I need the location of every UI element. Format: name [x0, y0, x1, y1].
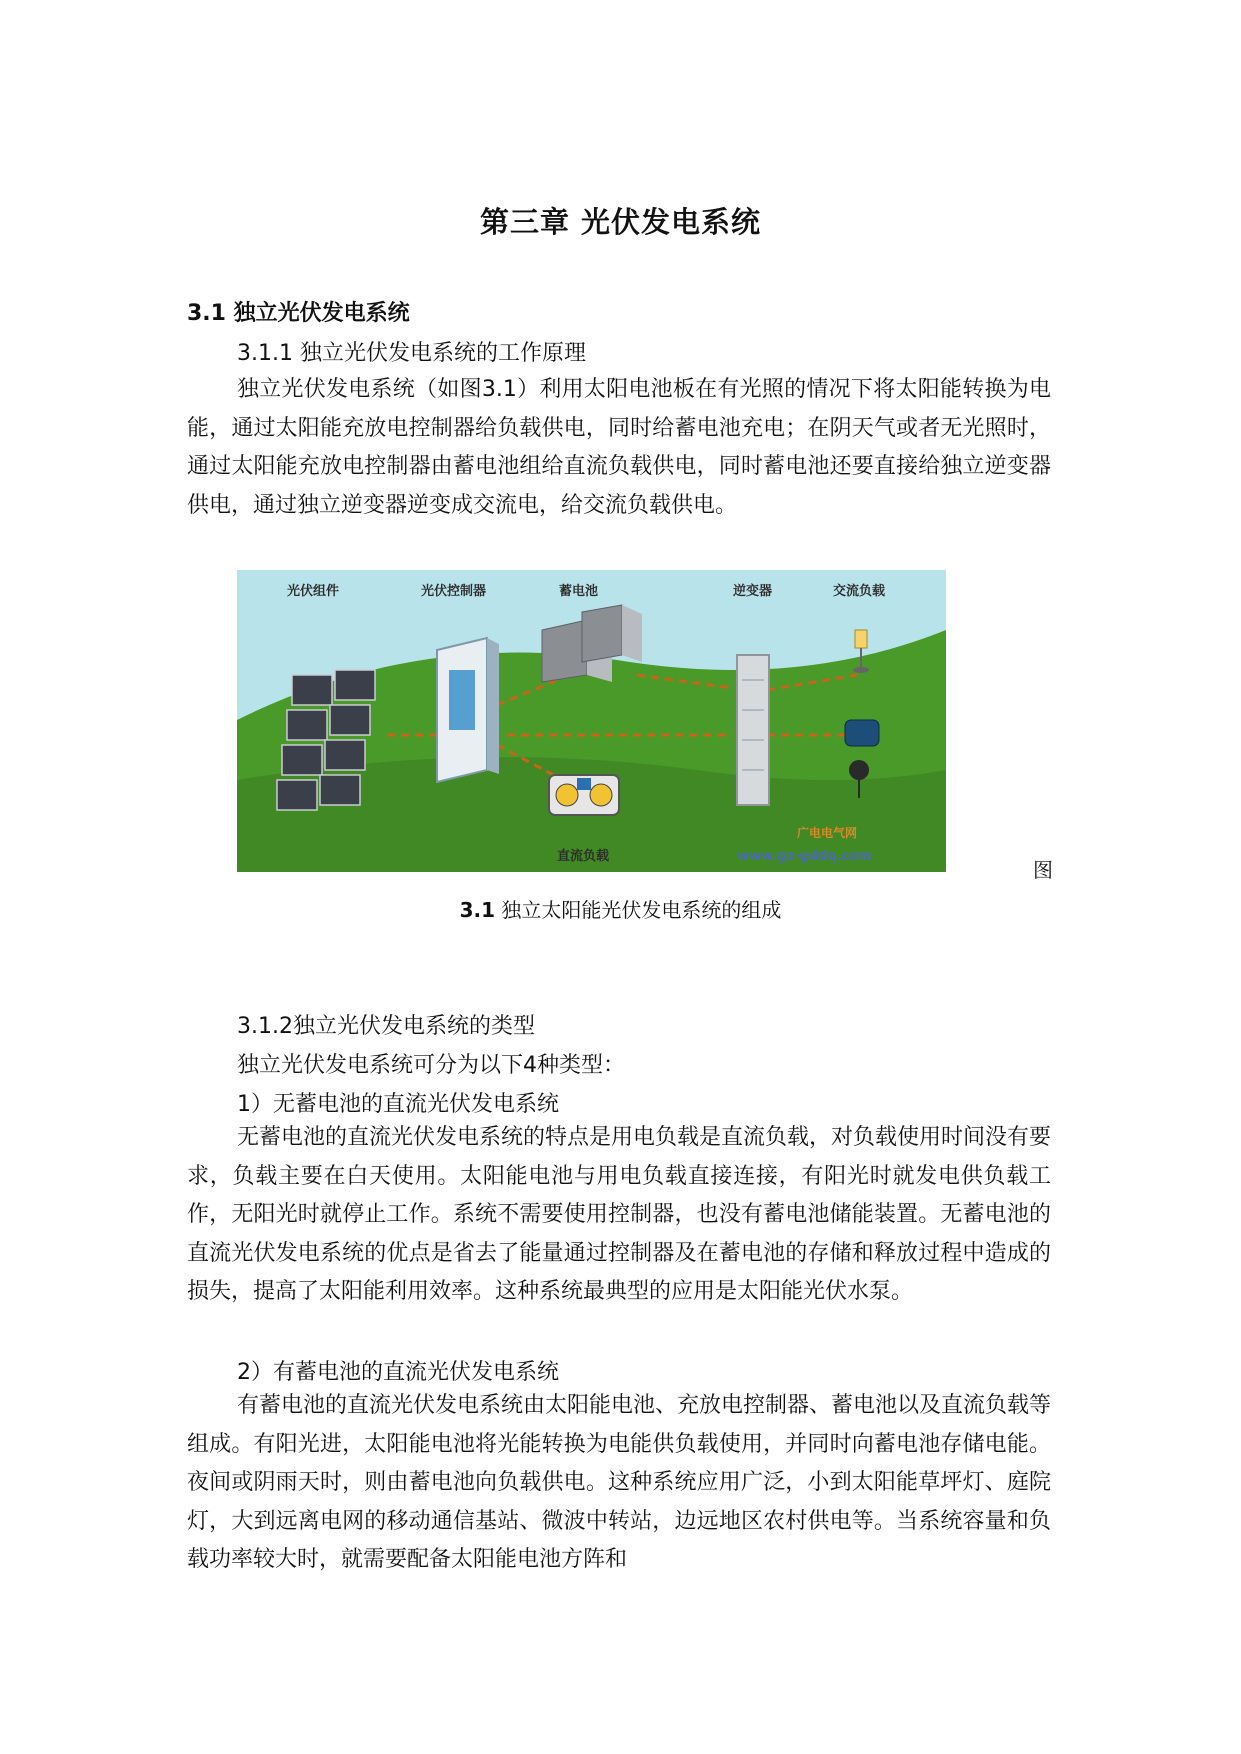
figure-system-diagram	[237, 570, 946, 872]
controller-cabinet	[437, 638, 499, 782]
section-heading: 3.1 独立光伏发电系统	[187, 301, 410, 326]
subsection-heading-2: 3.1.2独立光伏发电系统的类型	[237, 1014, 535, 1039]
figure-label-tail: 图	[1033, 858, 1053, 882]
label-pv-module: 光伏组件	[287, 584, 340, 599]
subsection-heading-1: 3.1.1 独立光伏发电系统的工作原理	[237, 341, 586, 366]
label-ac-load: 交流负载	[833, 584, 886, 599]
dc-load-radio	[549, 775, 619, 815]
label-battery: 蓄电池	[559, 584, 599, 599]
paragraph-type-2: 有蓄电池的直流光伏发电系统由太阳能电池、充放电控制器、蓄电池以及直流负载等组成。有阳光进，太阳能电池将光能转换为电能供负载使用，并同时向蓄电池存储电能。夜间或阴雨天时，则由蓄电池向负载供电。这种系统应用广泛，小到太阳能草坪灯、庭院灯，大到远离电网的移动通信基站、微波中转站，边远地区农村供电等。当系统容量和负载功率较大时，就需要配备太阳能电池方阵和	[187, 1393, 1052, 1572]
label-pv-controller: 光伏控制器	[421, 584, 487, 599]
types-intro: 独立光伏发电系统可分为以下4种类型：	[237, 1053, 625, 1078]
lamp-icon	[855, 630, 867, 648]
type-2-title: 2）有蓄电池的直流光伏发电系统	[237, 1360, 559, 1385]
figure-caption	[0, 894, 1241, 923]
caption-number: 3.1	[459, 898, 496, 922]
solar-panel-array	[277, 670, 375, 810]
fan-icon	[849, 760, 869, 780]
paragraph-working-principle: 独立光伏发电系统（如图3.1）利用太阳电池板在有光照的情况下将太阳能转换为电能，通过太阳能充放电控制器给负载供电，同时给蓄电池充电；在阴天气或者无光照时，通过太阳能充放电控制器由蓄电池组给直流负载供电，同时蓄电池还要直接给独立逆变器供电，通过独立逆变器逆变成交流电，给交流负载供电。	[187, 377, 1051, 518]
tv-icon	[845, 720, 879, 746]
chapter-title: 第三章 光伏发电系统	[479, 205, 762, 239]
figure-illustration	[237, 570, 946, 872]
type-1-title: 1）无蓄电池的直流光伏发电系统	[237, 1092, 559, 1117]
label-inverter: 逆变器	[733, 584, 773, 599]
watermark-site: 广电电气网	[797, 826, 858, 840]
caption-text: 独立太阳能光伏发电系统的组成	[501, 898, 782, 922]
inverter-rack	[737, 655, 769, 805]
label-dc-load: 直流负载	[557, 849, 610, 864]
paragraph-type-1: 无蓄电池的直流光伏发电系统的特点是用电负载是直流负载，对负载使用时间没有要求，负载主要在白天使用。太阳能电池与用电负载直接连接，有阳光时就发电供负载工作，无阳光时就停止工作。系统不需要使用控制器，也没有蓄电池储能装置。无蓄电池的直流光伏发电系统的优点是省去了能量通过控制器及在蓄电池的存储和释放过程中造成的损失，提高了太阳能利用效率。这种系统最典型的应用是太阳能光伏水泵。	[187, 1125, 1052, 1304]
watermark-url: www.gz-gddq.com	[737, 849, 872, 864]
